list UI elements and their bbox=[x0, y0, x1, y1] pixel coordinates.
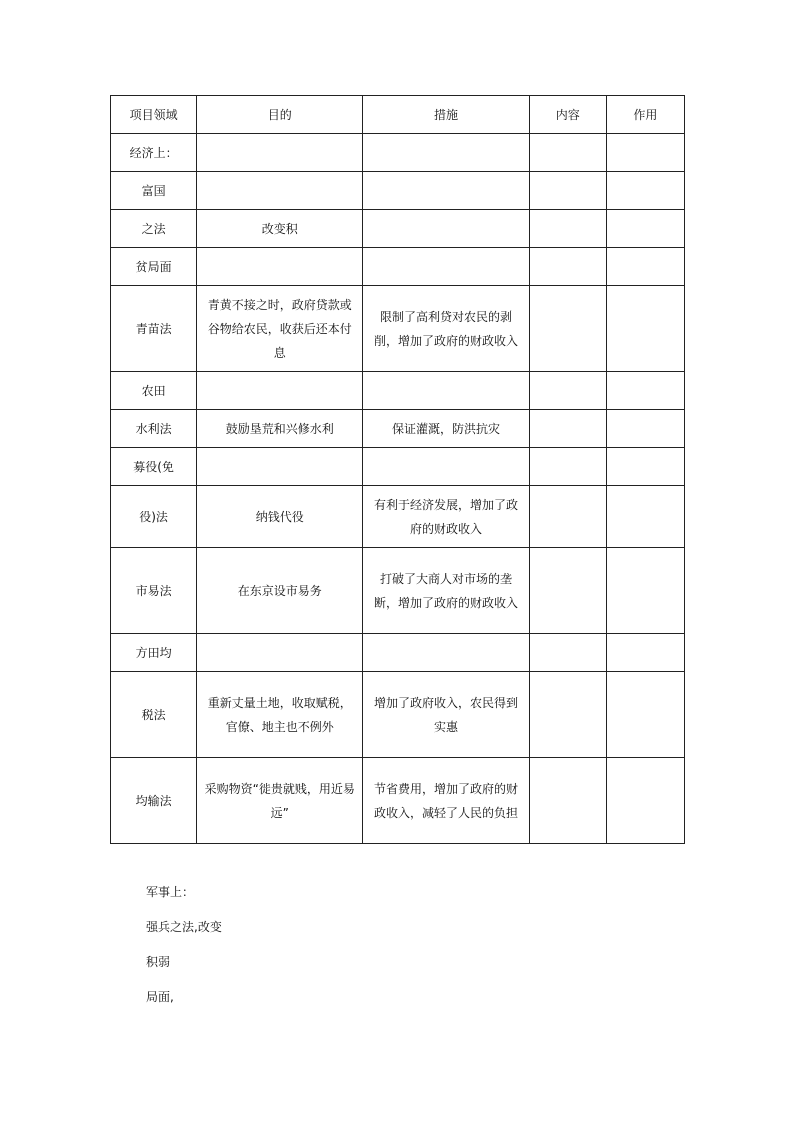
table-row bbox=[111, 410, 685, 448]
table-cell bbox=[197, 248, 363, 286]
table-cell: 限制了高利贷对农民的剥削，增加了政府的财政收入 bbox=[363, 286, 529, 372]
table-cell bbox=[363, 448, 529, 486]
table-cell bbox=[606, 134, 684, 172]
header-cell: 内容 bbox=[529, 96, 606, 134]
table-cell bbox=[363, 134, 529, 172]
header-cell: 作用 bbox=[606, 96, 684, 134]
note-line: 强兵之法,改变 bbox=[146, 920, 222, 934]
table-cell bbox=[606, 210, 684, 248]
table-cell bbox=[529, 410, 606, 448]
table-row bbox=[111, 672, 685, 758]
table-row bbox=[111, 548, 685, 634]
table-row bbox=[111, 134, 685, 172]
table-cell: 纳钱代役 bbox=[197, 486, 363, 548]
table-cell: 增加了政府收入，农民得到实惠 bbox=[363, 672, 529, 758]
table-cell: 水利法 bbox=[111, 410, 197, 448]
table-cell bbox=[363, 172, 529, 210]
table-cell: 有利于经济发展，增加了政府的财政收入 bbox=[363, 486, 529, 548]
table-cell: 贫局面 bbox=[111, 248, 197, 286]
table-row bbox=[111, 248, 685, 286]
table-cell: 役)法 bbox=[111, 486, 197, 548]
table-cell bbox=[197, 634, 363, 672]
table-cell: 打破了大商人对市场的垄断，增加了政府的财政收入 bbox=[363, 548, 529, 634]
table-cell bbox=[529, 172, 606, 210]
table-cell bbox=[197, 448, 363, 486]
table-cell: 均输法 bbox=[111, 758, 197, 844]
table-cell: 改变积 bbox=[197, 210, 363, 248]
table-cell: 保证灌溉，防洪抗灾 bbox=[363, 410, 529, 448]
note-line: 积弱 bbox=[146, 955, 171, 969]
table-cell bbox=[529, 286, 606, 372]
table-cell: 农田 bbox=[111, 372, 197, 410]
table-cell bbox=[606, 448, 684, 486]
table-cell bbox=[529, 486, 606, 548]
table-cell bbox=[529, 758, 606, 844]
table-cell: 之法 bbox=[111, 210, 197, 248]
table-row bbox=[111, 372, 685, 410]
table-cell bbox=[363, 634, 529, 672]
table-cell bbox=[606, 286, 684, 372]
military-notes bbox=[146, 880, 222, 1020]
note-line: 局面, bbox=[146, 990, 174, 1004]
header-cell: 措施 bbox=[363, 96, 529, 134]
table-cell: 募役(免 bbox=[111, 448, 197, 486]
reform-table bbox=[110, 95, 685, 844]
table-row bbox=[111, 486, 685, 548]
table-row bbox=[111, 210, 685, 248]
table-cell bbox=[197, 134, 363, 172]
table-cell bbox=[529, 372, 606, 410]
table-cell bbox=[606, 634, 684, 672]
table-row bbox=[111, 634, 685, 672]
table-cell: 青黄不接之时，政府贷款或谷物给农民，收获后还本付息 bbox=[197, 286, 363, 372]
table-cell bbox=[606, 486, 684, 548]
table-row bbox=[111, 448, 685, 486]
table-cell bbox=[529, 134, 606, 172]
header-cell: 目的 bbox=[197, 96, 363, 134]
table-cell bbox=[529, 210, 606, 248]
note-line: 军事上： bbox=[146, 885, 195, 899]
table-cell bbox=[529, 548, 606, 634]
table-cell bbox=[363, 372, 529, 410]
table-cell: 采购物资“徙贵就贱，用近易远” bbox=[197, 758, 363, 844]
table-cell bbox=[606, 758, 684, 844]
table-cell: 重新丈量土地，收取赋税，官僚、地主也不例外 bbox=[197, 672, 363, 758]
table-cell bbox=[363, 210, 529, 248]
table-cell bbox=[606, 672, 684, 758]
table-cell bbox=[606, 410, 684, 448]
header-row bbox=[111, 96, 685, 134]
table-row bbox=[111, 172, 685, 210]
table-cell bbox=[529, 448, 606, 486]
table-cell: 市易法 bbox=[111, 548, 197, 634]
table-cell: 青苗法 bbox=[111, 286, 197, 372]
table-cell bbox=[197, 372, 363, 410]
table-cell bbox=[529, 672, 606, 758]
table-cell: 经济上： bbox=[111, 134, 197, 172]
table-row bbox=[111, 286, 685, 372]
table-cell bbox=[606, 248, 684, 286]
table-cell bbox=[606, 172, 684, 210]
table-cell bbox=[363, 248, 529, 286]
table-cell bbox=[606, 548, 684, 634]
table-cell: 节省费用，增加了政府的财政收入，减轻了人民的负担 bbox=[363, 758, 529, 844]
header-cell: 项目领域 bbox=[111, 96, 197, 134]
table-row bbox=[111, 758, 685, 844]
table-cell: 富国 bbox=[111, 172, 197, 210]
table-cell bbox=[529, 634, 606, 672]
table-cell bbox=[529, 248, 606, 286]
table-cell bbox=[606, 372, 684, 410]
table-cell: 税法 bbox=[111, 672, 197, 758]
table-cell: 方田均 bbox=[111, 634, 197, 672]
table-cell: 鼓励垦荒和兴修水利 bbox=[197, 410, 363, 448]
table-cell bbox=[197, 172, 363, 210]
table-cell: 在东京设市易务 bbox=[197, 548, 363, 634]
